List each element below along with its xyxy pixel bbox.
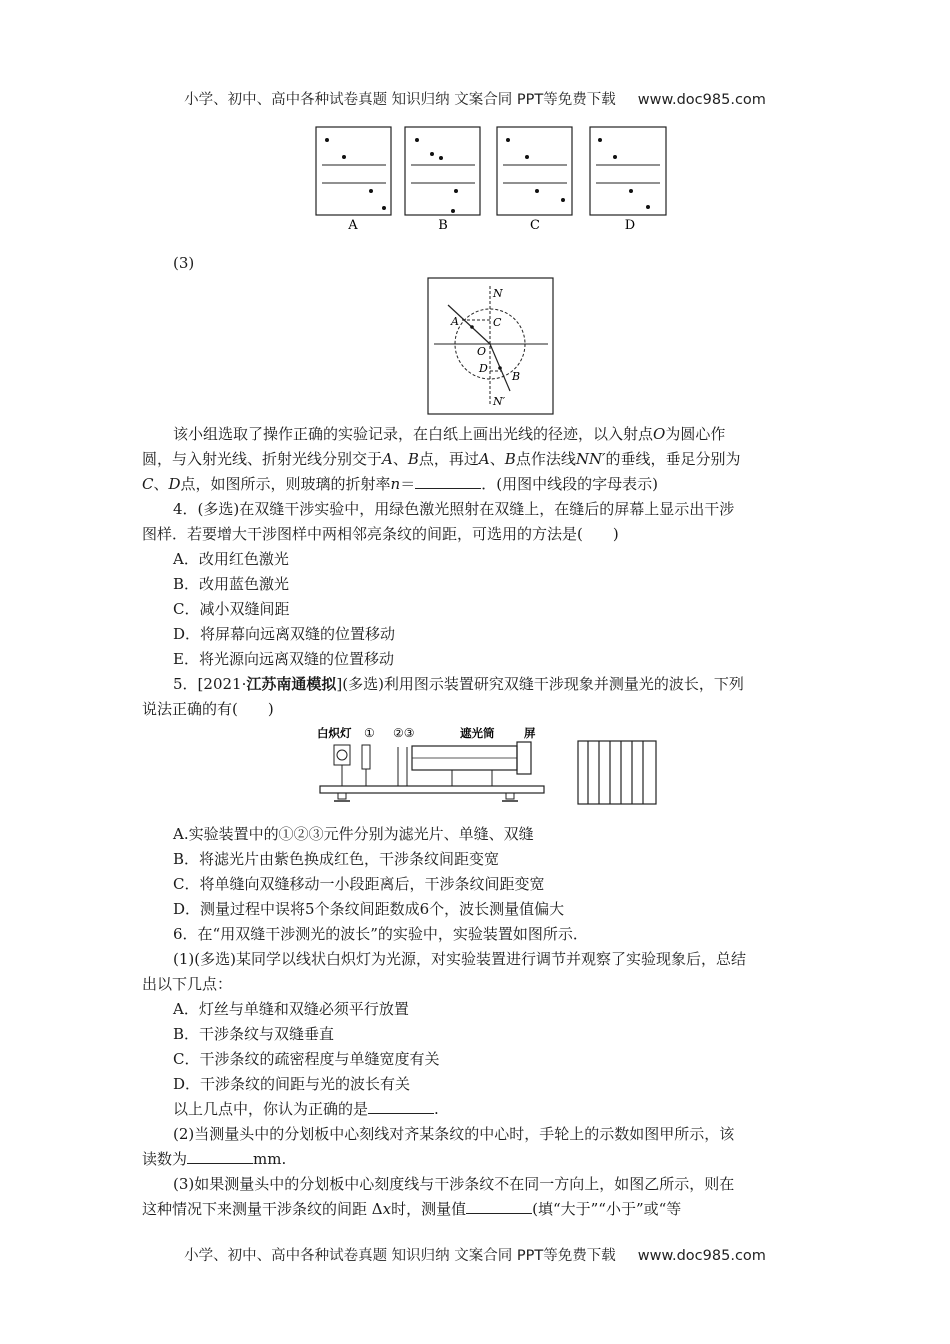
- q5-option-c: C．将单缝向双缝移动一小段距离后，干涉条纹间距变宽: [173, 875, 545, 893]
- page-footer: [0, 1244, 950, 1265]
- q6-part1-line2: 出以下几点：: [142, 975, 233, 993]
- q3-line3: C、D点，如图所示，则玻璃的折射率n＝ ．(用图中线段的字母表示): [142, 472, 658, 497]
- label-o: O: [477, 345, 487, 358]
- q6-part2-line2: 读数为 mm.: [142, 1147, 286, 1172]
- q6-part3-line1: (3)如果测量头中的分划板中心刻度线与干涉条纹不在同一方向上，如图乙所示，则在: [173, 1175, 735, 1193]
- options-figure: [300, 120, 680, 235]
- panel-c-label: C: [530, 218, 540, 233]
- label-d: D: [479, 362, 488, 375]
- part3-label: (3): [173, 254, 195, 272]
- panel-d: [590, 127, 666, 233]
- label-n-prime: N′: [493, 395, 506, 408]
- q6-part2-line1: (2)当测量头中的分划板中心刻线对齐某条纹的中心时，手轮上的示数如图甲所示，该: [173, 1125, 735, 1143]
- q3-line1: 该小组选取了操作正确的实验记录，在白纸上画出光线的径迹，以入射点O为圆心作: [173, 425, 726, 443]
- label-c1: ①: [364, 726, 375, 740]
- label-tube: 遮光筒: [460, 726, 495, 740]
- q4-stem-line2: 图样．若要增大干涉图样中两相邻亮条纹的间距，可选用的方法是( ): [142, 525, 619, 543]
- apparatus-figure: [312, 723, 552, 808]
- footer-text: 小学、初中、高中各种试卷真题 知识归纳 文案合同 PPT等免费下载: [184, 1248, 616, 1264]
- label-c: C: [493, 316, 502, 329]
- panel-b-label: B: [438, 218, 448, 233]
- label-lamp: 白炽灯: [317, 726, 352, 740]
- q5-option-a: A.实验装置中的①②③元件分别为滤光片、单缝、双缝: [173, 825, 534, 843]
- header-site: www.doc985.com: [637, 92, 766, 108]
- q6-option-d: D．干涉条纹的间距与光的波长有关: [173, 1075, 411, 1093]
- answer-blank-1[interactable]: [368, 1097, 434, 1114]
- answer-blank-2[interactable]: [187, 1147, 253, 1164]
- panel-d-label: D: [624, 218, 636, 233]
- footer-site: www.doc985.com: [637, 1248, 766, 1264]
- panel-a-label: A: [348, 218, 358, 233]
- q4-option-d: D．将屏幕向远离双缝的位置移动: [173, 625, 396, 643]
- q4-option-c: C．减小双缝间距: [173, 600, 290, 618]
- panel-c: [497, 127, 572, 233]
- q5-option-d: D．测量过程中误将5个条纹间距数成6个，波长测量值偏大: [173, 900, 565, 918]
- q6-option-b: B．干涉条纹与双缝垂直: [173, 1025, 335, 1043]
- q6-part3-line2: 这种情况下来测量干涉条纹的间距 Δx时，测量值 (填“大于”“小于”或“等: [142, 1197, 681, 1222]
- q5-source: 江苏南通模拟: [246, 675, 337, 693]
- page-header: [0, 88, 950, 109]
- q6-part1-line1: (1)(多选)某同学以线状白炽灯为光源，对实验装置进行调节并观察了实验现象后，总结: [173, 950, 746, 968]
- refraction-figure: [426, 276, 556, 416]
- answer-blank-n[interactable]: [415, 472, 481, 489]
- q4-stem-line1: 4．(多选)在双缝干涉实验中，用绿色激光照射在双缝上，在缝后的屏幕上显示出干涉: [173, 500, 735, 518]
- answer-blank-3[interactable]: [466, 1197, 532, 1214]
- label-a: A: [451, 315, 459, 328]
- fringes-figure: [577, 740, 659, 806]
- q6-option-a: A．灯丝与单缝和双缝必须平行放置: [173, 1000, 409, 1018]
- q5-stem-line2: 说法正确的有( ): [142, 700, 274, 718]
- label-screen: 屏: [524, 726, 536, 740]
- q3-line2: 圆，与入射光线、折射光线分别交于A、B点，再过A、B点作法线NN′的垂线，垂足分别为: [142, 450, 741, 468]
- label-n: N: [493, 287, 503, 300]
- panel-b: [405, 127, 480, 233]
- header-text: 小学、初中、高中各种试卷真题 知识归纳 文案合同 PPT等免费下载: [184, 92, 616, 108]
- q6-stem: 6．在“用双缝干涉测光的波长”的实验中，实验装置如图所示．: [173, 925, 588, 943]
- q5-option-b: B．将滤光片由紫色换成红色，干涉条纹间距变宽: [173, 850, 500, 868]
- label-c23: ②③: [393, 726, 415, 740]
- q4-option-e: E．将光源向远离双缝的位置移动: [173, 650, 394, 668]
- q6-ask1: 以上几点中，你认为正确的是 .: [173, 1097, 439, 1122]
- panel-a: [316, 127, 391, 233]
- q4-option-b: B．改用蓝色激光: [173, 575, 290, 593]
- q4-option-a: A．改用红色激光: [173, 550, 289, 568]
- q5-stem-line1: 5．[2021·江苏南通模拟](多选)利用图示装置研究双缝干涉现象并测量光的波长，下列: [173, 675, 744, 693]
- label-b: B: [512, 370, 521, 383]
- q6-option-c: C．干涉条纹的疏密程度与单缝宽度有关: [173, 1050, 440, 1068]
